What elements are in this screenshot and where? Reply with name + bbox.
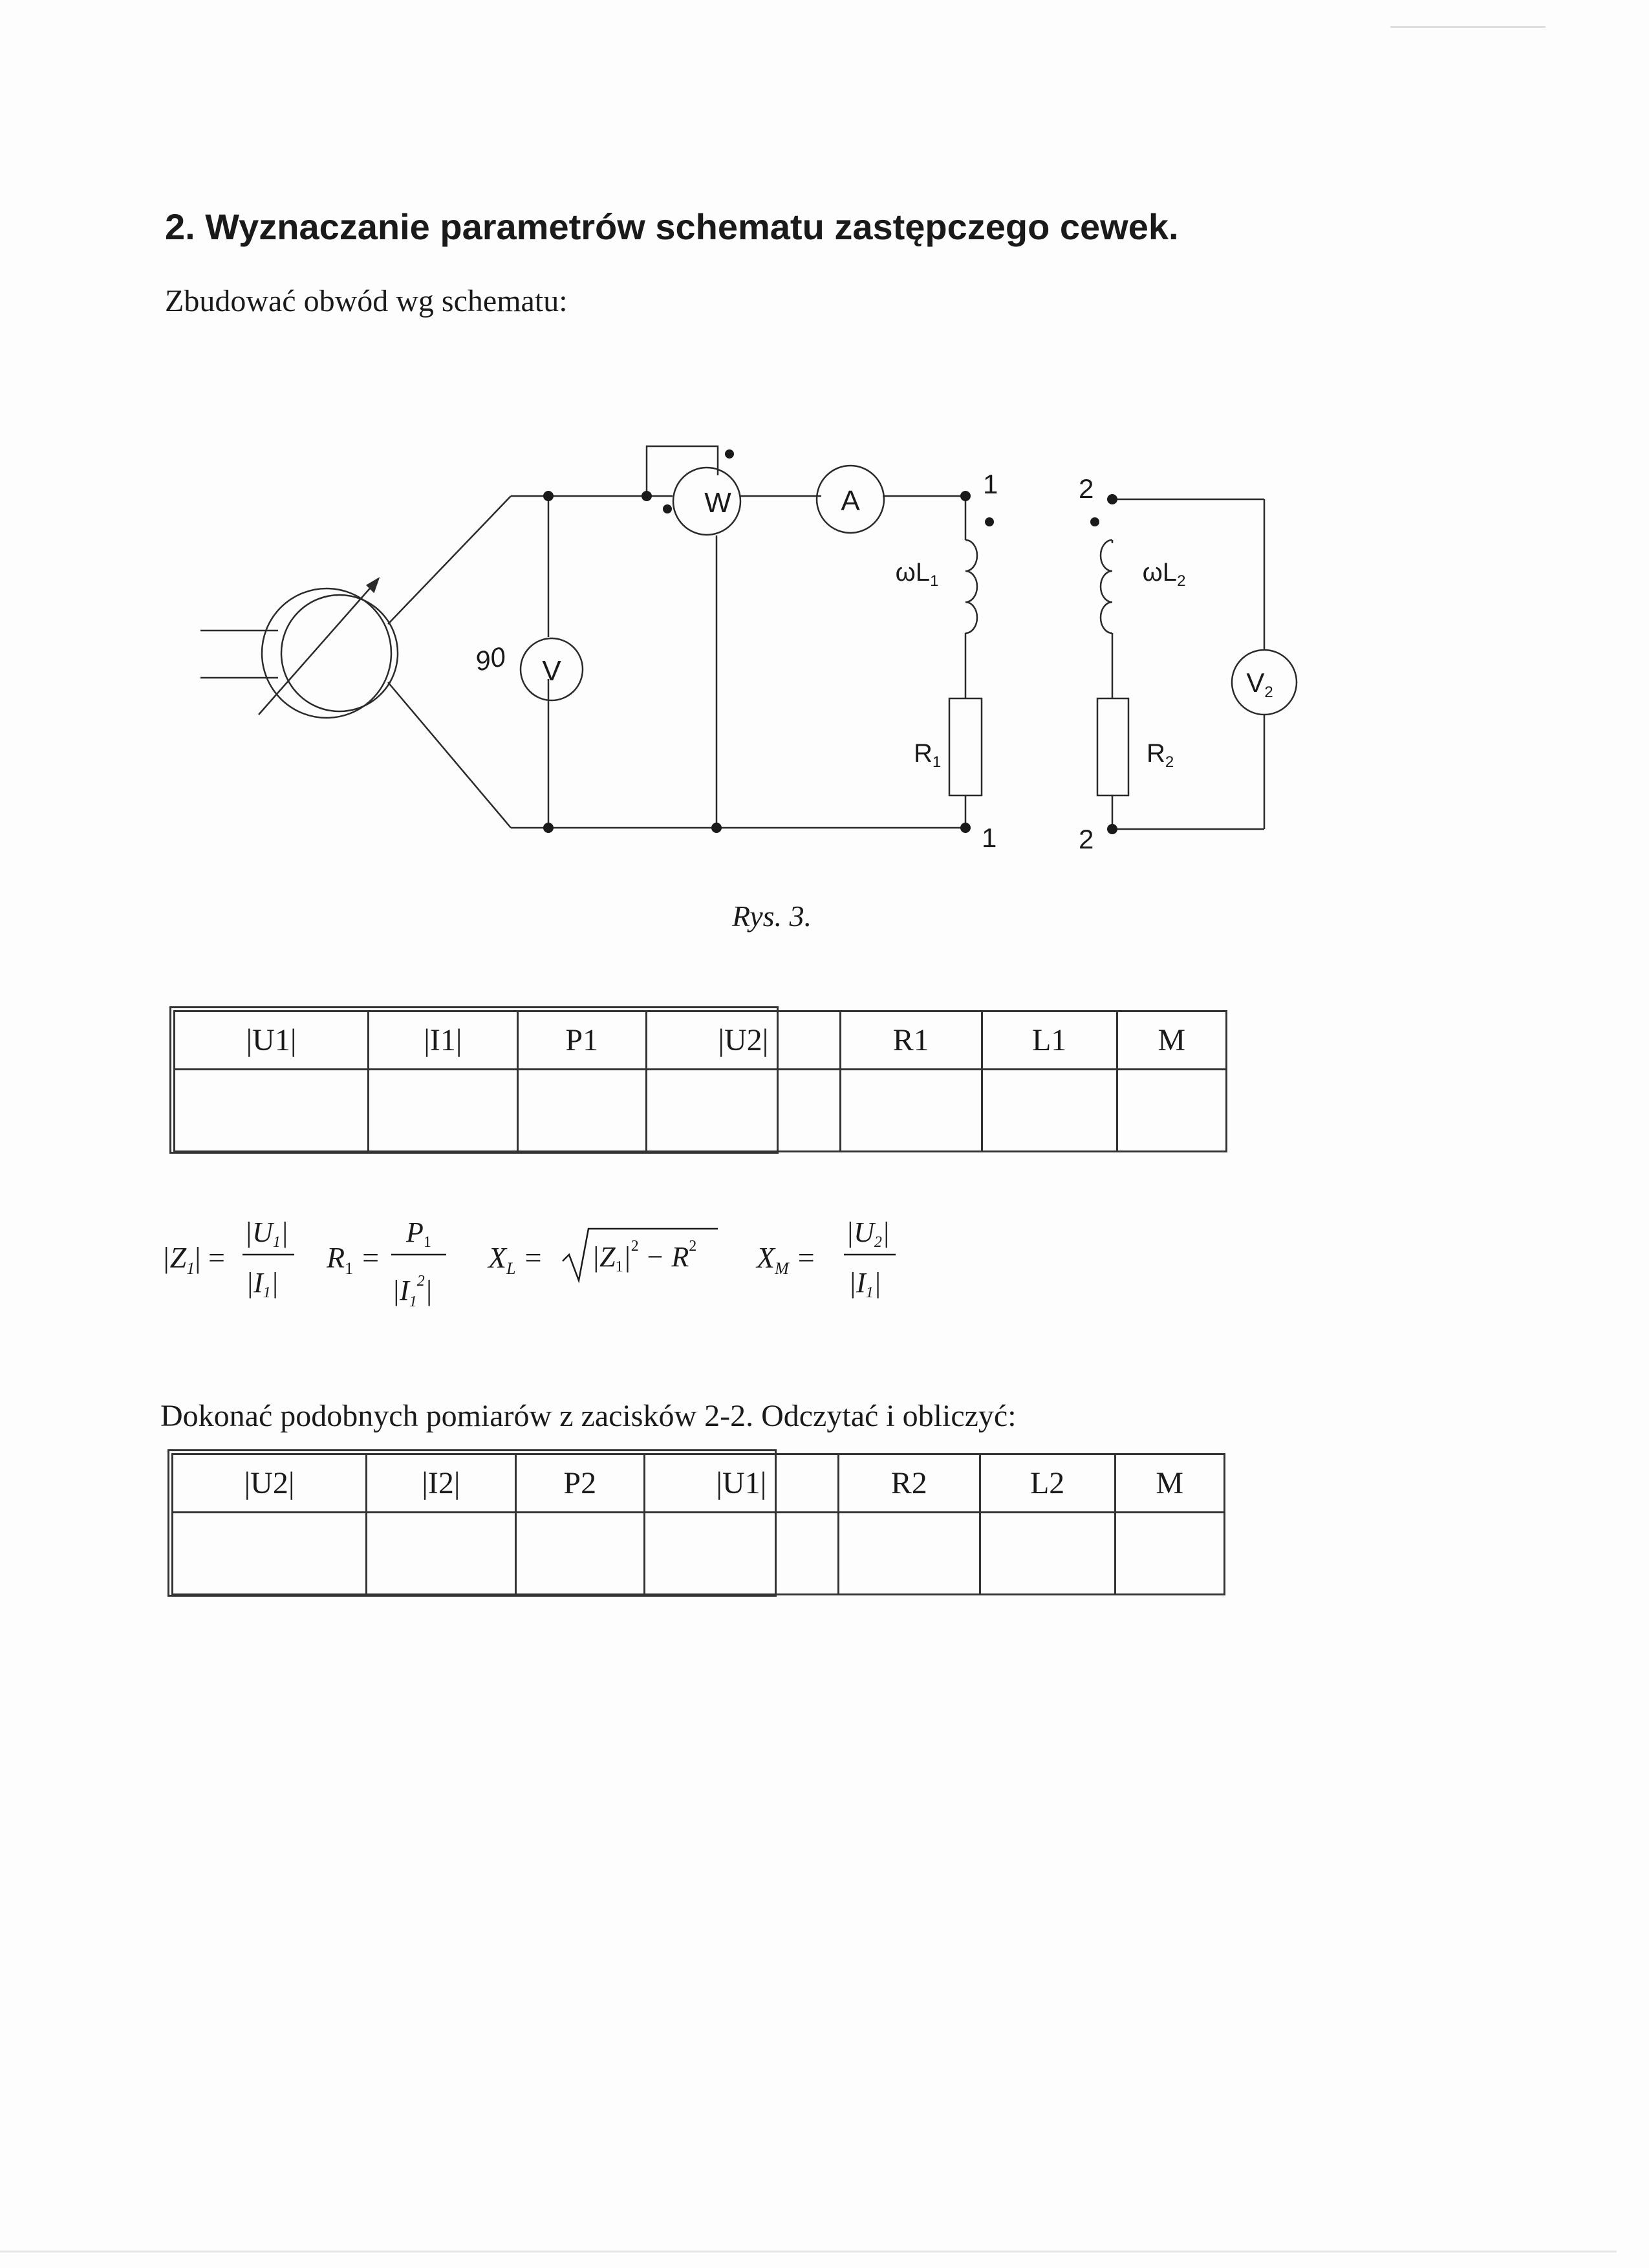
table1-value-cell[interactable] <box>517 1070 646 1152</box>
table1-header-cell: M <box>1117 1011 1226 1070</box>
node-dot <box>960 491 971 501</box>
svg-text:|I12|: $|I_1^2|$ <box>392 1273 433 1310</box>
node-dot <box>711 823 722 833</box>
formula-xl <box>487 1229 718 1280</box>
coil2-polarity-dot <box>1090 517 1099 526</box>
svg-text:XM=: $X_M$ = <box>757 1241 815 1278</box>
table2-value-cell[interactable] <box>980 1513 1115 1595</box>
svg-text:XL=: $X_L$ = <box>488 1241 542 1278</box>
table2-value-cell[interactable] <box>366 1513 515 1595</box>
res1-label: $R_1$ <box>914 739 942 771</box>
inductor-1 <box>965 540 977 633</box>
resistor-2 <box>1097 698 1128 795</box>
second-instruction: Dokonać podobnych pomiarów z zacisków 2-2. Odczytać i obliczyć: <box>160 1399 1017 1433</box>
svg-text:|Z1| =: $|Z_1|$ = <box>162 1241 225 1278</box>
formulas <box>0 1190 1649 1332</box>
coil1-polarity-dot <box>985 517 994 526</box>
svg-text:|I1|: |I1| <box>246 1267 279 1301</box>
handwritten-note: 90 <box>472 641 508 677</box>
table1-header-cell: |U2| <box>646 1011 840 1070</box>
table2-header-cell: L2 <box>980 1454 1115 1513</box>
res2-label: $R_2$ <box>1147 739 1174 771</box>
formula-xm <box>755 1216 896 1301</box>
table1-value-cell[interactable] <box>982 1070 1117 1152</box>
table1-header-cell: |I1| <box>368 1011 517 1070</box>
node-dot <box>1107 494 1117 504</box>
node-dot <box>960 823 971 833</box>
table1-value-cell[interactable] <box>368 1070 517 1152</box>
voltmeter-label: V <box>542 655 561 687</box>
formula-z <box>162 1216 294 1301</box>
node-dot <box>1107 824 1117 834</box>
svg-text:P1: P1 <box>406 1216 431 1251</box>
table2-value-cell[interactable] <box>838 1513 980 1595</box>
autotransformer-inner <box>281 595 398 711</box>
table2-value-cell[interactable] <box>515 1513 644 1595</box>
table1-header-cell: R1 <box>840 1011 982 1070</box>
svg-text:|Z1|2− R2: $|Z1|^2 - R^2$ <box>592 1238 697 1275</box>
table2-header-cell: |U2| <box>173 1454 367 1513</box>
scan-edge-bottom <box>0 2251 1617 2252</box>
figure-caption: Rys. 3. <box>732 900 812 933</box>
wattmeter-polarity-dot <box>725 449 734 459</box>
node-dot <box>543 823 554 833</box>
intro-text: Zbudować obwód wg schematu: <box>165 284 568 318</box>
coil1-label: $\omega L_1$ <box>895 558 939 590</box>
svg-text:R1=: $R_1$ = <box>327 1241 380 1278</box>
terminal-1-bottom: 1 <box>982 823 997 853</box>
wattmeter-polarity-dot <box>663 504 672 513</box>
table1-header-cell: P1 <box>517 1011 646 1070</box>
measurement-table-2 <box>171 1453 1225 1595</box>
svg-text:|U2|: |U2| <box>846 1216 890 1251</box>
table2-value-cell[interactable] <box>644 1513 838 1595</box>
table2-header-cell: P2 <box>515 1454 644 1513</box>
terminal-2-bottom: 2 <box>1079 824 1094 854</box>
table1-header-cell: |U1| <box>175 1011 369 1070</box>
table2-header-cell: R2 <box>838 1454 980 1513</box>
terminal-1-top: 1 <box>983 469 998 499</box>
table2-value-cell[interactable] <box>1115 1513 1224 1595</box>
table2-header-cell: |I2| <box>366 1454 515 1513</box>
table1-value-cell[interactable] <box>175 1070 369 1152</box>
formula-r <box>326 1216 446 1310</box>
table2-header-cell: M <box>1115 1454 1224 1513</box>
table1-header-cell: L1 <box>982 1011 1117 1070</box>
table1-value-cell[interactable] <box>1117 1070 1226 1152</box>
resistor-1 <box>949 698 982 795</box>
circuit-diagram <box>0 0 1649 957</box>
wire-gen-bottom <box>388 682 511 828</box>
node-dot <box>543 491 554 501</box>
wire-gen-top <box>388 496 511 624</box>
wattmeter-label: W <box>704 487 731 519</box>
svg-text:|I1|: |I1| <box>848 1267 881 1301</box>
node-dot <box>641 491 652 501</box>
ammeter-label: A <box>841 485 860 517</box>
coil2-label: $\omega L_2$ <box>1142 558 1186 590</box>
terminal-2-top: 2 <box>1079 473 1094 504</box>
voltmeter2-label: V2 <box>1246 667 1273 701</box>
measurement-table-1 <box>173 1010 1227 1152</box>
table2-header-cell: |U1| <box>644 1454 838 1513</box>
svg-text:|U1|: |U1| <box>244 1216 288 1251</box>
table1-value-cell[interactable] <box>840 1070 982 1152</box>
inductor-2 <box>1101 540 1112 633</box>
section-heading: 2. Wyznaczanie parametrów schematu zastępczego cewek. <box>165 206 1179 247</box>
table1-value-cell[interactable] <box>646 1070 840 1152</box>
table2-value-cell[interactable] <box>173 1513 367 1595</box>
